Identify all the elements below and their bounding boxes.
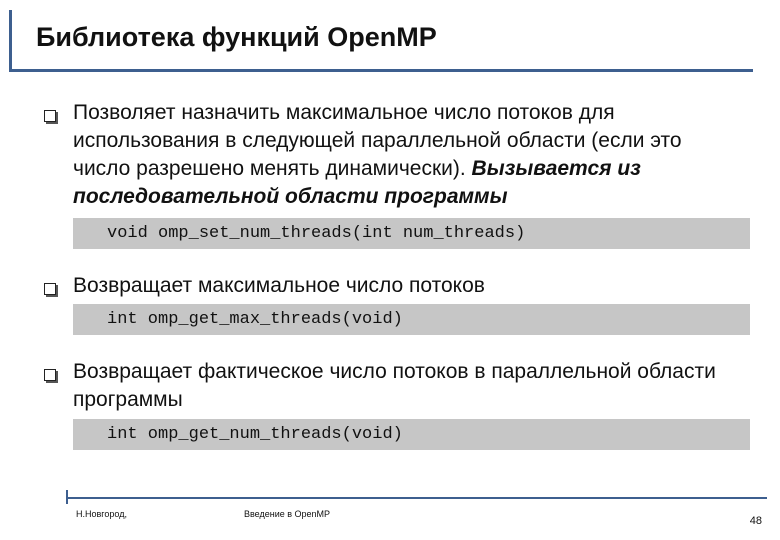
list-item: Возвращает фактическое число потоков в параллельной области программы (73, 360, 716, 411)
page-number: 48 (749, 515, 762, 527)
bullet-checkbox-icon (44, 110, 56, 122)
bullet-checkbox-icon (44, 283, 56, 295)
item-text: Позволяет назначить максимальное число потоков для использования в следующей параллельной области (если это число разрешено менять динамически). (73, 101, 682, 180)
code-signature: int omp_get_max_threads(void) (73, 304, 750, 335)
footer-divider-tick (66, 490, 68, 504)
item-emphasis: Вызывается из последовательной области программы (73, 157, 641, 208)
footer-divider (66, 497, 767, 499)
bullet-checkbox-icon (44, 369, 56, 381)
page-title: Библиотека функций OpenMP (36, 22, 437, 52)
footer-course: Введение в OpenMP (244, 509, 331, 519)
list-item (73, 99, 743, 211)
code-signature: void omp_set_num_threads(int num_threads) (73, 218, 750, 249)
list-item: Возвращает максимальное число потоков (73, 274, 485, 297)
code-signature: int omp_get_num_threads(void) (73, 419, 750, 450)
footer-location: Н.Новгород, (76, 509, 127, 519)
